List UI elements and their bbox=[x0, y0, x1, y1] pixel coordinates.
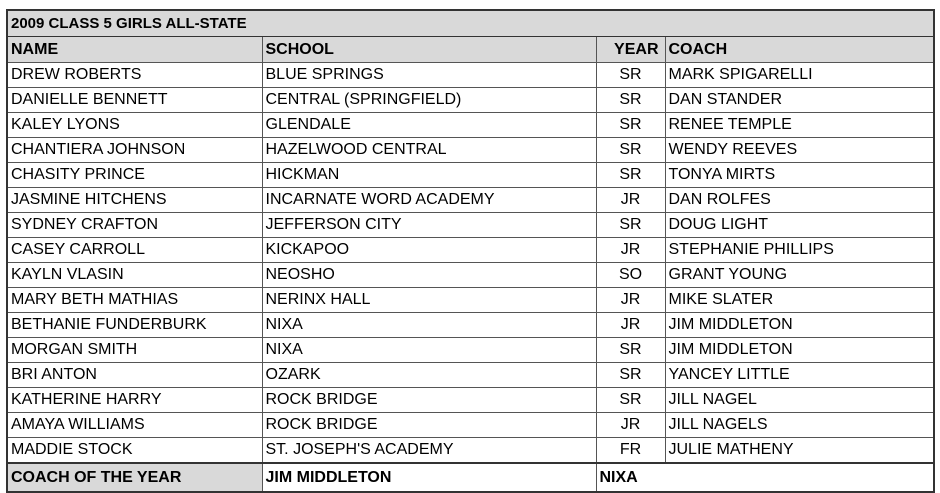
cell-coach: STEPHANIE PHILLIPS bbox=[665, 238, 933, 263]
cell-coach: JILL NAGEL bbox=[665, 388, 933, 413]
header-name: NAME bbox=[8, 37, 262, 63]
cell-name: MORGAN SMITH bbox=[8, 338, 262, 363]
cell-name: KALEY LYONS bbox=[8, 113, 262, 138]
header-year: YEAR bbox=[596, 37, 665, 63]
cell-year: SR bbox=[596, 113, 665, 138]
cell-year: JR bbox=[596, 288, 665, 313]
header-school: SCHOOL bbox=[262, 37, 596, 63]
cell-coach: DAN STANDER bbox=[665, 88, 933, 113]
cell-coach: WENDY REEVES bbox=[665, 138, 933, 163]
cell-coach: TONYA MIRTS bbox=[665, 163, 933, 188]
cell-school: GLENDALE bbox=[262, 113, 596, 138]
cell-name: KAYLN VLASIN bbox=[8, 263, 262, 288]
cell-year: SR bbox=[596, 388, 665, 413]
cell-name: JASMINE HITCHENS bbox=[8, 188, 262, 213]
cell-year: SR bbox=[596, 88, 665, 113]
cell-year: JR bbox=[596, 188, 665, 213]
coach-of-year-name: JIM MIDDLETON bbox=[262, 463, 596, 491]
cell-name: BRI ANTON bbox=[8, 363, 262, 388]
all-state-sheet bbox=[6, 9, 935, 493]
cell-school: ROCK BRIDGE bbox=[262, 388, 596, 413]
cell-coach: RENEE TEMPLE bbox=[665, 113, 933, 138]
cell-name: CHASITY PRINCE bbox=[8, 163, 262, 188]
table-row bbox=[8, 163, 933, 188]
table-row bbox=[8, 388, 933, 413]
cell-school: NIXA bbox=[262, 313, 596, 338]
coach-of-year-label: COACH OF THE YEAR bbox=[8, 463, 262, 491]
cell-school: CENTRAL (SPRINGFIELD) bbox=[262, 88, 596, 113]
coach-of-year-school: NIXA bbox=[596, 463, 933, 491]
header-coach: COACH bbox=[665, 37, 933, 63]
cell-school: INCARNATE WORD ACADEMY bbox=[262, 188, 596, 213]
table-row bbox=[8, 63, 933, 88]
cell-name: BETHANIE FUNDERBURK bbox=[8, 313, 262, 338]
cell-name: SYDNEY CRAFTON bbox=[8, 213, 262, 238]
sheet-title: 2009 CLASS 5 GIRLS ALL-STATE bbox=[8, 11, 933, 37]
cell-year: SR bbox=[596, 363, 665, 388]
table-row bbox=[8, 88, 933, 113]
cell-school: JEFFERSON CITY bbox=[262, 213, 596, 238]
cell-name: CASEY CARROLL bbox=[8, 238, 262, 263]
cell-year: SO bbox=[596, 263, 665, 288]
cell-year: SR bbox=[596, 163, 665, 188]
cell-school: BLUE SPRINGS bbox=[262, 63, 596, 88]
cell-year: SR bbox=[596, 338, 665, 363]
header-row bbox=[8, 37, 933, 63]
table-row bbox=[8, 138, 933, 163]
cell-coach: DOUG LIGHT bbox=[665, 213, 933, 238]
cell-name: DREW ROBERTS bbox=[8, 63, 262, 88]
cell-name: DANIELLE BENNETT bbox=[8, 88, 262, 113]
cell-year: FR bbox=[596, 438, 665, 464]
cell-coach: JIM MIDDLETON bbox=[665, 313, 933, 338]
table-row bbox=[8, 238, 933, 263]
cell-coach: JULIE MATHENY bbox=[665, 438, 933, 464]
cell-school: KICKAPOO bbox=[262, 238, 596, 263]
cell-school: HAZELWOOD CENTRAL bbox=[262, 138, 596, 163]
all-state-table bbox=[8, 37, 933, 491]
table-row bbox=[8, 438, 933, 464]
cell-name: CHANTIERA JOHNSON bbox=[8, 138, 262, 163]
cell-school: OZARK bbox=[262, 363, 596, 388]
cell-year: SR bbox=[596, 138, 665, 163]
table-row bbox=[8, 188, 933, 213]
cell-school: ST. JOSEPH'S ACADEMY bbox=[262, 438, 596, 464]
table-row bbox=[8, 263, 933, 288]
cell-name: MADDIE STOCK bbox=[8, 438, 262, 464]
cell-coach: JILL NAGELS bbox=[665, 413, 933, 438]
cell-coach: MIKE SLATER bbox=[665, 288, 933, 313]
cell-year: SR bbox=[596, 213, 665, 238]
cell-school: HICKMAN bbox=[262, 163, 596, 188]
cell-coach: DAN ROLFES bbox=[665, 188, 933, 213]
cell-name: AMAYA WILLIAMS bbox=[8, 413, 262, 438]
table-row bbox=[8, 363, 933, 388]
table-row bbox=[8, 213, 933, 238]
cell-coach: JIM MIDDLETON bbox=[665, 338, 933, 363]
cell-school: NEOSHO bbox=[262, 263, 596, 288]
cell-school: NIXA bbox=[262, 338, 596, 363]
cell-year: JR bbox=[596, 238, 665, 263]
coach-of-year-row bbox=[8, 463, 933, 491]
table-row bbox=[8, 338, 933, 363]
table-row bbox=[8, 313, 933, 338]
table-row bbox=[8, 413, 933, 438]
cell-school: ROCK BRIDGE bbox=[262, 413, 596, 438]
cell-year: SR bbox=[596, 63, 665, 88]
cell-year: JR bbox=[596, 313, 665, 338]
cell-coach: GRANT YOUNG bbox=[665, 263, 933, 288]
cell-school: NERINX HALL bbox=[262, 288, 596, 313]
player-rows bbox=[8, 63, 933, 464]
cell-coach: MARK SPIGARELLI bbox=[665, 63, 933, 88]
table-row bbox=[8, 113, 933, 138]
table-row bbox=[8, 288, 933, 313]
cell-name: KATHERINE HARRY bbox=[8, 388, 262, 413]
cell-coach: YANCEY LITTLE bbox=[665, 363, 933, 388]
cell-year: JR bbox=[596, 413, 665, 438]
cell-name: MARY BETH MATHIAS bbox=[8, 288, 262, 313]
